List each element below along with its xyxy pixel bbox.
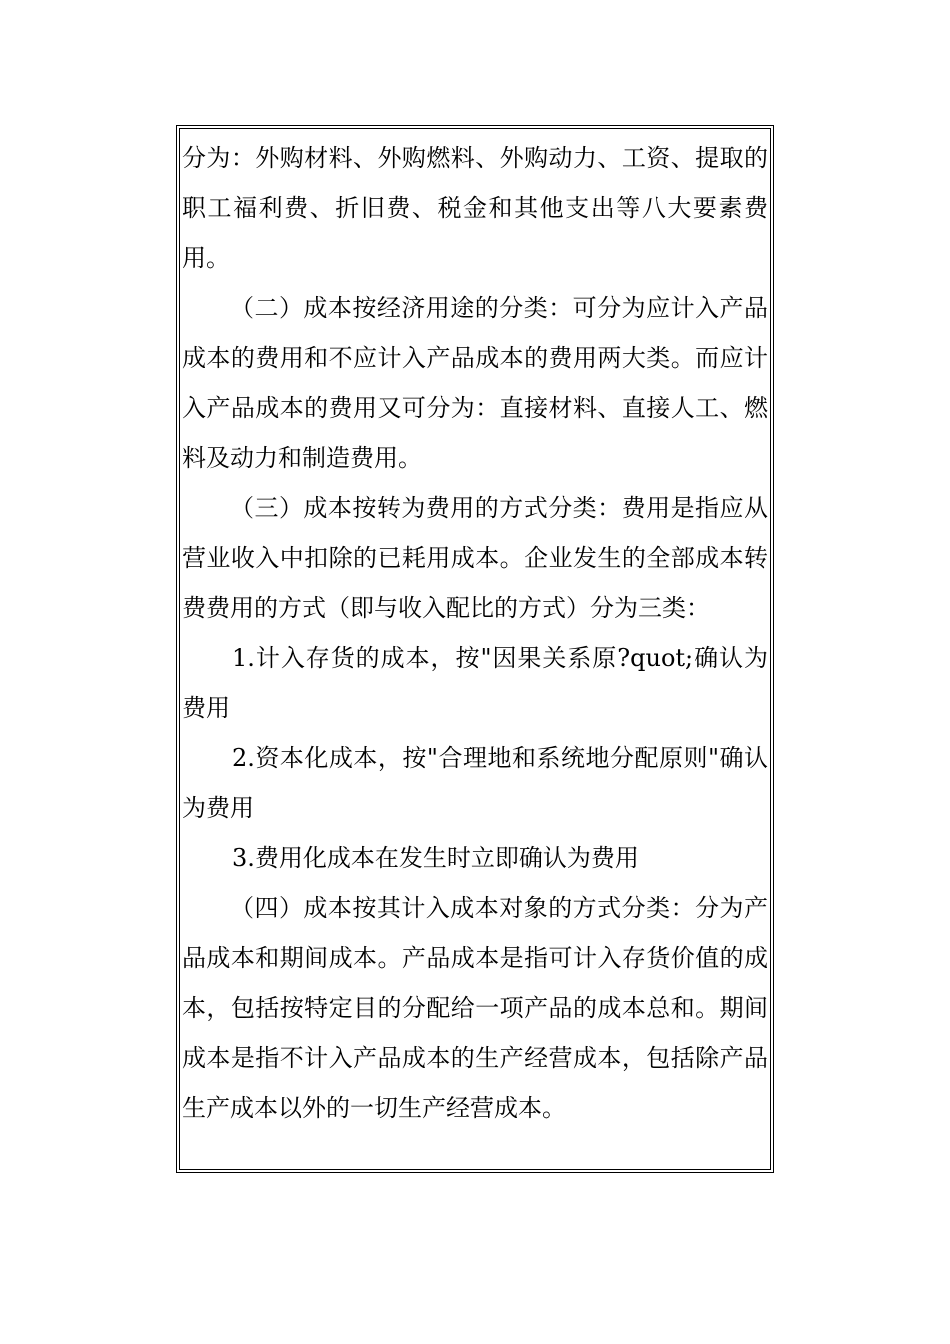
paragraph-expense-elements: 分为：外购材料、外购燃料、外购动力、工资、提取的职工福利费、折旧费、税金和其他支出等八大要素费用。	[182, 144, 768, 272]
paragraph-economic-use: （二）成本按经济用途的分类：可分为应计入产品成本的费用和不应计入产品成本的费用两大类。而应计入产品成本的费用又可分为：直接材料、直接人工、燃料及动力和制造费用。	[182, 294, 768, 472]
text-box-content	[179, 128, 771, 1170]
list-item-inventory-cost: 1.计入存货的成本，按"因果关系原?quot;确认为费用	[182, 644, 768, 722]
paragraph-cost-object: （四）成本按其计入成本对象的方式分类：分为产品成本和期间成本。产品成本是指可计入存货价值的成本，包括按特定目的分配给一项产品的成本总和。期间成本是指不计入产品成本的生产经营成本，包括除产品生产成本以外的一切生产经营成本。	[182, 894, 768, 1122]
text-box-frame	[176, 125, 774, 1173]
list-item-capitalized-cost: 2.资本化成本，按"合理地和系统地分配原则"确认为费用	[182, 744, 768, 822]
list-item-expensed-cost: 3.费用化成本在发生时立即确认为费用	[232, 844, 639, 872]
paragraph-expense-conversion: （三）成本按转为费用的方式分类：费用是指应从营业收入中扣除的已耗用成本。企业发生的全部成本转费费用的方式（即与收入配比的方式）分为三类：	[182, 494, 768, 622]
